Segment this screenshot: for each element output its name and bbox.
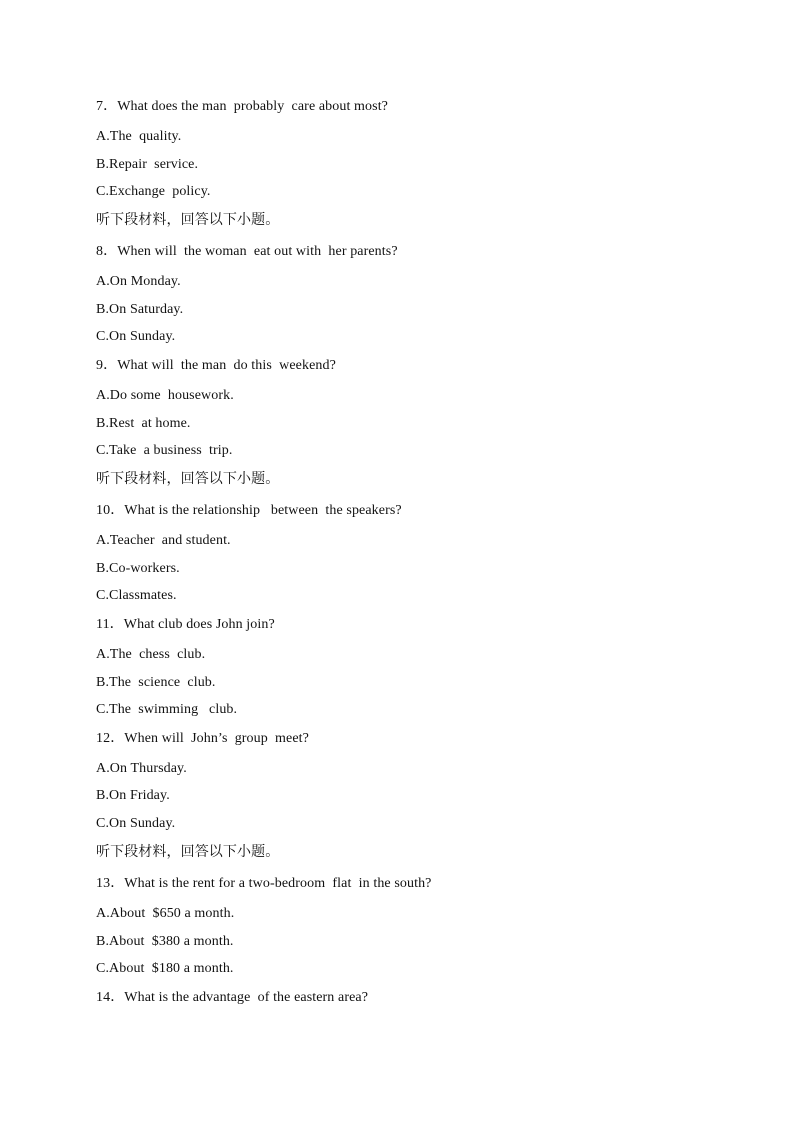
question-8-option-c: C.On Sunday.: [96, 329, 176, 344]
question-10-stem: 10．What is the relationship between the speakers?: [96, 503, 402, 518]
question-13-option-b: B.About $380 a month.: [96, 934, 234, 949]
question-7-stem: 7．What does the man probably care about most?: [96, 99, 389, 114]
question-11-option-a: A.The chess club.: [96, 647, 206, 662]
question-11-option-b: B.The science club.: [96, 675, 216, 690]
question-13-option-c: C.About $180 a month.: [96, 961, 234, 976]
question-13-option-a: A.About $650 a month.: [96, 906, 235, 921]
question-9-stem: 9．What will the man do this weekend?: [96, 358, 336, 373]
section-instruction-2: 听下段材料，回答以下小题。: [96, 471, 280, 487]
question-14-stem: 14．What is the advantage of the eastern area?: [96, 990, 369, 1005]
question-12-stem: 12．When will John’s group meet?: [96, 731, 309, 746]
question-12-option-c: C.On Sunday.: [96, 816, 176, 831]
question-7-option-a: A.The quality.: [96, 129, 182, 144]
question-7-option-b: B.Repair service.: [96, 157, 199, 172]
question-8-option-a: A.On Monday.: [96, 274, 181, 289]
question-8-stem: 8．When will the woman eat out with her parents?: [96, 244, 398, 259]
question-7-option-c: C.Exchange policy.: [96, 184, 211, 199]
question-9-option-a: A.Do some housework.: [96, 388, 234, 403]
question-12-option-a: A.On Thursday.: [96, 761, 187, 776]
question-11-stem: 11．What club does John join?: [96, 617, 275, 632]
section-instruction-3: 听下段材料，回答以下小题。: [96, 844, 280, 860]
question-10-option-c: C.Classmates.: [96, 588, 177, 603]
question-10-option-a: A.Teacher and student.: [96, 533, 231, 548]
question-12-option-b: B.On Friday.: [96, 788, 170, 803]
question-11-option-c: C.The swimming club.: [96, 702, 238, 717]
question-8-option-b: B.On Saturday.: [96, 302, 184, 317]
question-9-option-b: B.Rest at home.: [96, 416, 191, 431]
section-instruction-1: 听下段材料，回答以下小题。: [96, 212, 280, 228]
question-10-option-b: B.Co-workers.: [96, 561, 180, 576]
question-9-option-c: C.Take a business trip.: [96, 443, 233, 458]
question-13-stem: 13．What is the rent for a two-bedroom flat in the south?: [96, 876, 432, 891]
